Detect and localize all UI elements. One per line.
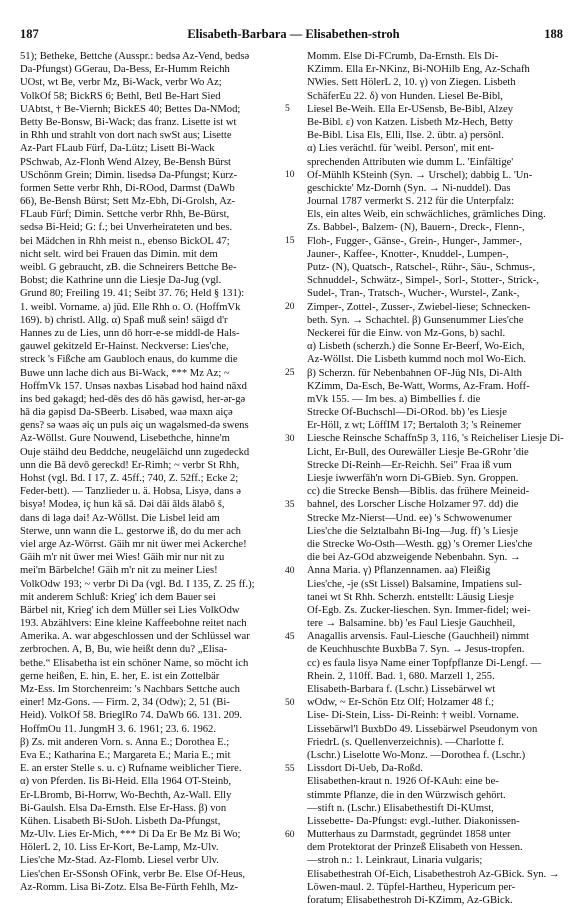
text-line: Betty Be-Bonsw, Bi-Wack; das franz. Lisette ist wt bbox=[20, 116, 237, 128]
line-number: 40 bbox=[285, 565, 295, 576]
text-line: Kühen. Lisabeth Bi-StJoh. Lisbeth Da-Pfungst, bbox=[20, 815, 221, 827]
text-line: Amerika. A. war abgeschlossen und der Schlüssel war bbox=[20, 631, 250, 643]
text-line: streck 's Fißche am Gaubloch enaus, do kumme die bbox=[20, 354, 238, 366]
line-number: 45 bbox=[285, 631, 295, 642]
text-line: FriedrL (s. Quellenverzeichnis). —Charlotte f. bbox=[307, 736, 504, 748]
text-line: gens? sə waəs əiç un puls əiç un wagəlsmed-də swens bbox=[20, 420, 249, 432]
text-line: Lies'chen Er-SSonsh OFink, verbr Be. Else Of-Heus, bbox=[20, 868, 246, 880]
text-line: UAbtst, † Be-Viernh; BickES 40; Bettes Da-NMod; bbox=[20, 103, 241, 115]
text-line: Jauner-, Kaffee-, Knotter-, Knuddel-, Lumpen-, bbox=[307, 248, 509, 260]
text-line: Az-Wöllst. Gure Nouwend, Lisebethche, hinne'm bbox=[20, 433, 230, 445]
text-line: dans di ləgə dəi! Az-Wöllst. Die Lisbel leid am bbox=[20, 512, 220, 524]
text-line: Grund 80; Freiling 19. 41; Seibt 37. 76; Held § 131): bbox=[20, 288, 245, 300]
text-line: Sterwe, unn wann die L. gestorwe iß, do du mer ach bbox=[20, 525, 241, 537]
text-line: Sudel-, Tran-, Tratsch-, Wucher-, Wurstel-, Zank-, bbox=[307, 288, 520, 300]
text-line: tanei wt St Rhh. Scherzh. entstellt: Läusig Liesje bbox=[307, 591, 514, 603]
text-line: bisyə! Modeə, iç hun kā sā. Dəi dāi ālds ālabō š, bbox=[20, 499, 225, 511]
text-line: Lies'che Mz-Stad. Az-Flomb. Liesel verbr Ulv. bbox=[20, 855, 219, 867]
text-line: FLaub Fürf; Dimin. Settche verbr Rhh, Be-Bürst, bbox=[20, 209, 230, 221]
text-line: Liesche Reinsche SchaffnSp 3, 116, 's Reicheliser Liesje Di- bbox=[307, 433, 564, 445]
text-line: Heid). VolkOf 58. BrieglRo 74. DaWb 66. 131. 209. bbox=[20, 710, 243, 722]
text-line: Ouje stäihd deu Beddche, neugeläichd unn zugedeckd bbox=[20, 446, 250, 458]
text-line: Be-Bibl. ε) von Katzen. Lisbeth Mz-Hech, Betty bbox=[307, 116, 513, 128]
text-line: KZimm, Da-Esch, Be-Watt, Worms, Az-Fram. Hoff- bbox=[307, 380, 530, 392]
text-line: Els, ein altes Weib, ein schwächliches, grämliches Ding. bbox=[307, 209, 546, 221]
text-line: Az-Wöllst. Die Lisbeth kummd noch mol Wo-Eich. bbox=[307, 354, 527, 366]
text-line: sedsə Bi-Heid; G: f.; bei Unverheirateten und bes. bbox=[20, 222, 233, 234]
text-line: Rhein. 2, 110ff. Bad. 1, 680. Marzell 1, 255. bbox=[307, 670, 495, 682]
text-line: Lissebette- Da-Pfungst: evgl.-luther. Diakonissen- bbox=[307, 815, 520, 827]
text-line: mei'm Bärbelche! Gäih m'r nit zu meiner Lies! bbox=[20, 565, 218, 577]
text-line: 193. Abzählvers: Eine kleine Kaffeebohne reitet nach bbox=[20, 618, 247, 630]
text-line: die Strecke Wo-Osth—Westh. gg) 's Oremer Lies'che bbox=[307, 538, 533, 550]
text-line: PSchwab, Az-Flonh Wend Alzey, Be-Bensh Bürst bbox=[20, 156, 232, 168]
text-line: Bi-Gaulsh. Elsa Da-Ernsth. Else Er-Hass. β) von bbox=[20, 802, 227, 814]
left-column bbox=[20, 50, 278, 894]
page-number-right: 188 bbox=[544, 27, 563, 41]
text-line: ins bed gəkagd; hed-dēs des dō hās gəwisd, her-ər-gə bbox=[20, 393, 246, 405]
text-line: 169). b) christl. Allg. α) Spaß muß sein! säigd d'r bbox=[20, 314, 228, 326]
text-line: 1. weibl. Vorname. a) jüd. Elle Rhh o. O. (HoffmVk bbox=[20, 301, 241, 313]
text-line: Strecke Mz-Nierst—Und. ee) 's Schwowenumer bbox=[307, 512, 512, 524]
text-line: nicht selt. wird bei Frauen das Dimin. mit dem bbox=[20, 248, 218, 260]
text-line: β) Zs. mit anderen Vorn. s. Anna E.; Dorothea E.; bbox=[20, 736, 230, 748]
right-column bbox=[307, 50, 565, 907]
text-line: β) Scherzn. für Nebenbahnen OF-Jüg NIs, Di-Alth bbox=[307, 367, 522, 379]
text-line: Zimper-, Zottel-, Zusser-, Zwiebel-liese; Schnecken- bbox=[307, 301, 531, 313]
text-line: formen Sette verbr Rhh, Di-ROod, Darmst (DaWb bbox=[20, 182, 235, 194]
text-line: —stift n. (Lschr.) Elisabethestift Di-KUmst, bbox=[307, 802, 494, 814]
line-number: 15 bbox=[285, 235, 295, 246]
text-line: Zs. Babbel-, Balzem- (N), Bauern-, Dreck-, Flenn-, bbox=[307, 222, 525, 234]
line-number: 35 bbox=[285, 499, 295, 510]
text-line: unn die Bā devō gereckd! Er-Rimh; ~ verbr St Rhh, bbox=[20, 459, 240, 471]
text-line: Of-Egb. Zs. Zucker-lieschen. Syn. Immer-fidel; wei- bbox=[307, 604, 531, 616]
text-line: in Rhh und strahlt von dort nach swSt aus; Lisette bbox=[20, 130, 232, 142]
line-number: 10 bbox=[285, 169, 295, 180]
text-line: mVk 155. — Im bes. a) Bimbellies f. die bbox=[307, 393, 481, 405]
text-line: einer! Mz-Gons. — Firm. 2, 34 (Odw); 2, 51 (Bi- bbox=[20, 697, 230, 709]
text-line: Buwe unn lache dich aus Bi-Wack, *** Mz Az; ~ bbox=[20, 367, 230, 379]
text-line: Journal 1787 vermerkt S. 212 für die Unterpfalz: bbox=[307, 196, 515, 208]
text-line: Löwen-maul. 2. Tüpfel-Hartheu, Hypericum per- bbox=[307, 881, 516, 893]
text-line: stimmte Pflanze, die in den Würzwisch gehört. bbox=[307, 789, 506, 801]
line-number: 20 bbox=[285, 301, 295, 312]
text-line: HoffmVk 157. Unsəs nəxbəs Lisəbad hod haind nāxd bbox=[20, 380, 247, 392]
text-line: Lise- Di-Stein, Liss- Di-Reinh: † weibl. Vorname. bbox=[307, 710, 519, 722]
text-line: zerbrochen. A, B, Bu, wie heißt denn du? „Elisa- bbox=[20, 644, 228, 656]
text-line: Mz-Ess. Im Storchenreim: 's Nachbars Settche auch bbox=[20, 684, 240, 695]
text-line: α) Lisbeth (scherzh.) die Sonne Er-Beerf, Wo-Eich, bbox=[307, 341, 525, 353]
text-line: weibl. G gebraucht, zB. die Schneirers Bettche Be- bbox=[20, 262, 237, 273]
text-line: Liesel Be-Weih. Ella Er-USensb, Be-Bibl, Alzey bbox=[307, 103, 514, 115]
text-line: Licht, Er-Bull, des Ourewäller Liesje Be-GRohr 'die bbox=[307, 446, 529, 458]
text-line: mit anderem Schluß: Krieg' ich dem Bauer sei bbox=[20, 591, 216, 603]
text-line: Anagallis arvensis. Faul-Liesche (Gauchheil) nimmt bbox=[307, 631, 530, 643]
text-line: Elisabethen-kraut n. 1926 Of-KAuh: eine be- bbox=[307, 776, 499, 788]
text-line: Elisabethestrah Of-Eich, Lisabethestroh Az-GBick. Syn. → bbox=[307, 868, 560, 880]
text-line: Elisabeth-Barbara f. (Lschr.) Lissebärwel wt bbox=[307, 684, 496, 695]
line-number: 30 bbox=[285, 433, 295, 444]
text-line: Of-Mühlh KSteinh (Syn. → Urschel); dabbig L. 'Un- bbox=[307, 169, 533, 181]
text-line: Hohst (vgl. Bd. I 17, Z. 45ff.; 740, Z. 52ff.; Ecke 2; bbox=[20, 473, 239, 484]
text-line: KZimm. Ella Er-NKinz, Bi-NOHilb Eng, Az-Schafh bbox=[307, 64, 530, 76]
line-number: 50 bbox=[285, 697, 295, 708]
text-line: dem Protektorat der Prinzeß Elisabeth von Hessen. bbox=[307, 842, 523, 854]
text-line: Az-Part FLaub Fürf, Da-Lütz; Lisett Bi-Wack bbox=[20, 143, 215, 155]
text-line: VolkOdw 193; ~ verbr Di Da (vgl. Bd. I 135, Z. 25 ff.); bbox=[20, 578, 255, 590]
line-number: 55 bbox=[285, 763, 295, 774]
text-line: Lissebärwl'l BuxbDo 49. Lissebärwel Pseudonym von bbox=[307, 723, 538, 735]
text-line: viel arge Az-Wörrst. Gäih mr nit üwer mei Ackerche! bbox=[20, 538, 247, 550]
text-line: de Keuchhuschte BuxbBa 7. Syn. → Jesus-tropfen. bbox=[307, 644, 525, 656]
text-line: 51); Betheke, Bettche (Ausspr.: bedsə Az-Vend, bedsə bbox=[20, 51, 250, 62]
text-line: UOst, wt Be, verbr Mz, Bi-Wack, verbr Wo Az; bbox=[20, 77, 222, 89]
text-line: HoffmOu 11. JungmH 3. 6. 1961; 23. 6. 1962. bbox=[20, 723, 216, 735]
text-line: Mutterhaus zu Darmstadt, gegründet 1858 unter bbox=[307, 829, 511, 841]
text-line: geschickte' Mz-Dornh (Syn. → Ni-nuddel). Das bbox=[307, 182, 511, 194]
text-line: Bärbel nit, Krieg' ich dem Müller sei Lies VolkOdw bbox=[20, 604, 240, 616]
text-line: Be-Bibl. Lisa Els, Elli, Ilse. 2. übtr. a) persönl. bbox=[307, 130, 504, 142]
text-line: NWies. Sett HölerL 2, 10. γ) von Ziegen. Lisbeth bbox=[307, 77, 516, 89]
line-number: 60 bbox=[285, 829, 295, 840]
text-line: Feder-bett). — Tanzlieder u. ä. Hobsa, Lisyə, dans ə bbox=[20, 486, 241, 498]
text-line: Strecke Of-Buchschl—Di-ORod. bb) 'es Liesje bbox=[307, 407, 507, 419]
line-number: 5 bbox=[285, 103, 290, 114]
text-line: Gäih m'r nit üwer mei Wies! Gäih mir nur nit zu bbox=[20, 552, 225, 564]
text-line: Anna Maria. γ) Pflanzennamen. aa) Fleißig bbox=[307, 565, 491, 577]
text-line: die bei Az-GOd abzweigende Nebenbahn. Syn. → bbox=[307, 552, 521, 564]
text-line: bei Mädchen in Rhh meist n., ebenso BickOL 47; bbox=[20, 235, 230, 247]
text-line: VolkOf 58; BickRS 6; Bethl, Betl Be-Hart Sied bbox=[20, 90, 221, 102]
text-line: beth. Syn. → Schachtel. β) Gunsenummer Lies'che bbox=[307, 314, 524, 326]
text-line: Lissdort Di-Ueb, Da-Roßd. bbox=[307, 763, 423, 775]
text-line: —stroh n.: 1. Leinkraut, Linaria vulgaris; bbox=[307, 855, 483, 867]
text-line: Putz- (N), Quatsch-, Ratschel-, Rühr-, Säu-, Schmus-, bbox=[307, 262, 536, 273]
text-line: α) von Pferden. Iis Bi-Heid. Ella 1964 OT-Steinb, bbox=[20, 776, 232, 788]
text-line: gerne heißen, E. hin, E. her, E. ist ein Zottelbär bbox=[20, 670, 220, 682]
line-number: 25 bbox=[285, 367, 295, 378]
text-line: 66), Be-Bensh Bürst; Sett Mz-Ebh, Di-Grolsh, Az- bbox=[20, 196, 236, 208]
text-line: Lies'che die Selztalbahn Bi-Ing—Jug. ff) 's Liesje bbox=[307, 525, 519, 537]
text-line: Eva E.; Katharina E.; Margareta E.; Maria E.; mit bbox=[20, 749, 231, 761]
text-line: Neckerei für die Einw. von Mz-Gons, b) sachl. bbox=[307, 327, 506, 339]
text-line: α) Lies verächtl. für 'weibl. Person', mit ent- bbox=[307, 143, 495, 155]
page-number-left: 187 bbox=[20, 27, 39, 41]
running-head: Elisabeth-Barbara — Elisabethen-stroh bbox=[187, 27, 400, 41]
text-line: bahnel, des Lorscher Lische Holzamer 97. dd) die bbox=[307, 499, 519, 511]
text-line: cc) die Strecke Bensh—Biblis. das frühere Meineid- bbox=[307, 486, 530, 498]
page-header bbox=[0, 0, 587, 44]
text-line: Az-Romm. Lisa Bi-Zotz. Elsa Be-Fürth Fehlh, Mz- bbox=[20, 881, 239, 893]
text-line: sprechenden Attributen wie dumm L. 'Einfältige' bbox=[307, 156, 514, 168]
text-line: Da-Pfungst) GGerau, Da-Bess, Er-Humm Reichh bbox=[20, 64, 230, 76]
text-line: gauwel gekitzeld Er-Hainst. Neckverse: Lies'che, bbox=[20, 341, 229, 353]
text-line: Er-Höll, z wt; LöffIM 17; Bertaloth 3; 's Reinemer bbox=[307, 420, 522, 432]
text-line: Hannes zu de Lies, unn dō horr-e-se middl-de Hals- bbox=[20, 327, 240, 339]
text-line: Floh-, Fugger-, Gänse-, Grein-, Hunger-, Jammer-, bbox=[307, 235, 523, 247]
text-line: Momm. Else Di-FCrumb, Da-Ernsth. Els Di- bbox=[307, 51, 499, 62]
text-line: hā diə gəpisd Da-SBeerb. Lisəbed, waə maxn aiçə bbox=[20, 407, 233, 419]
text-line: Schnuddel-, Schwätz-, Simpel-, Sorl-, Stotter-, Strick-, bbox=[307, 275, 539, 287]
text-line: USchönm Grein; Dimin. lisedsə Da-Pfungst; Kurz- bbox=[20, 169, 238, 181]
text-line: Er-LBromb, Bi-Horrw, Wo-Bechth, Az-Wall. Elly bbox=[20, 789, 232, 801]
text-line: wOdw, ~ Er-Schön Etz Olf; Holzamer 48 f.; bbox=[307, 697, 494, 709]
text-line: Strecke Di-Reinh—Er-Reichh. Sei" Fraa iß vum bbox=[307, 459, 512, 471]
text-line: SchäferEu 22. δ) von Hunden. Liesel Be-Bibl, bbox=[307, 90, 503, 102]
text-line: E. an erster Stelle s. u. c) Rufname weiblicher Tiere. bbox=[20, 763, 242, 775]
text-line: Bobst; die Kathrine unn die Liesje Da-Jug (vgl. bbox=[20, 275, 222, 287]
text-line: bethe.“ Elisabetha ist ein schöner Name, so möcht ich bbox=[20, 657, 249, 669]
text-line: (Lschr.) Liselotte Wo-Monz. —Dorothea f. (Lschr.) bbox=[307, 749, 526, 761]
text-line: foratum; Elisabethestroh Di-KZimm, Az-GBick. bbox=[307, 895, 513, 906]
text-line: Lies'che, -je (sSt Lissel) Balsamine, Impatiens sul- bbox=[307, 578, 522, 590]
text-line: Mz-Ulv. Lies Er-Mich, *** Di Da Er Be Mz Bi Wo; bbox=[20, 829, 241, 841]
text-line: Liesje iwwerfāh'n worn Di-GBieb. Syn. Groppen. bbox=[307, 473, 519, 484]
text-line: tere → Balsamine. bb) 'es Faul Liesje Gauchheil, bbox=[307, 618, 516, 630]
text-line: HölerL 2, 10. Liss Er-Kort, Be-Lamp, Mz-Ulv. bbox=[20, 842, 219, 854]
text-line: cc) es faulə lisyə Name einer Topfpflanze Di-Lengf. — bbox=[307, 657, 542, 669]
